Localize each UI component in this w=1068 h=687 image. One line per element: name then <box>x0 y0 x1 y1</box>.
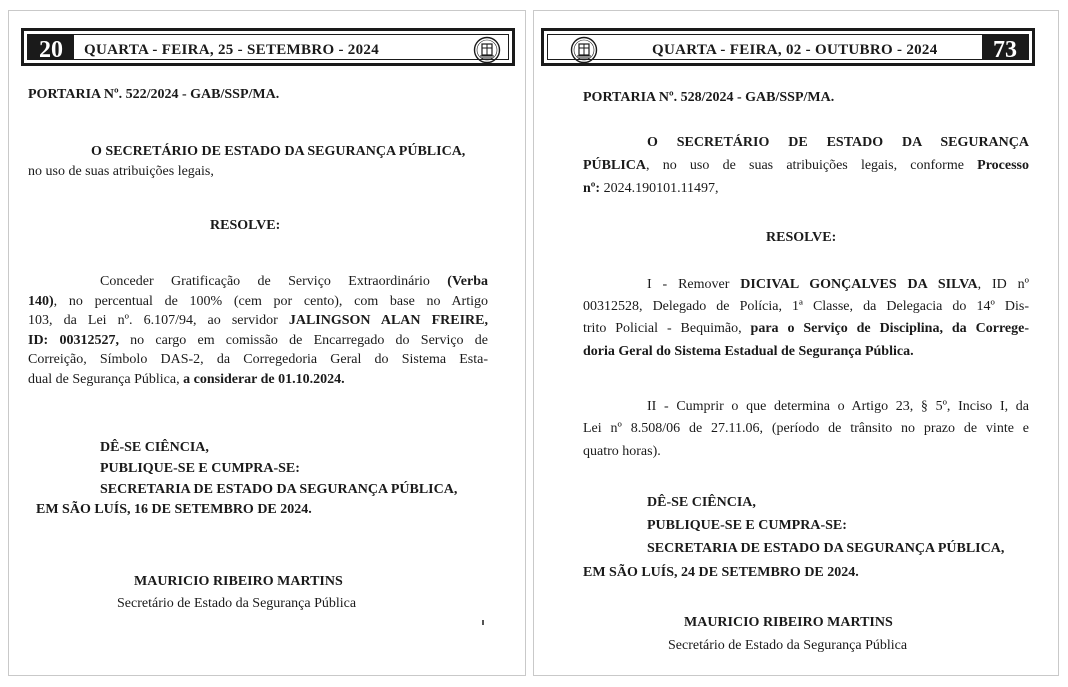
text-line <box>28 331 488 350</box>
bold-run: (Verba <box>447 274 488 289</box>
closing-line: SECRETARIA DE ESTADO DA SEGURANÇA PÚBLICA, <box>647 541 1005 557</box>
text-run: I - Remover <box>647 277 741 292</box>
bold-run: PÚBLICA <box>583 158 647 173</box>
text-line <box>647 275 1029 294</box>
text-run: 2024.190101.11497, <box>600 181 719 196</box>
closing-line: SECRETARIA DE ESTADO DA SEGURANÇA PÚBLICA, <box>100 481 458 497</box>
print-mark <box>482 620 484 625</box>
bold-run: a considerar de 01.10.2024. <box>183 372 345 387</box>
portaria-title: PORTARIA Nº. 528/2024 - GAB/SSP/MA. <box>583 90 835 105</box>
resolve-heading: RESOLVE: <box>210 218 281 233</box>
header-date: QUARTA - FEIRA, 25 - SETEMBRO - 2024 <box>84 42 380 58</box>
coat-of-arms-icon <box>570 36 598 64</box>
text-line <box>583 156 1029 175</box>
text-run: no cargo em comissão de Encarregado do Serviço de <box>118 332 488 348</box>
text-run: Conceder Gratificação de Serviço Extraordinário <box>100 274 448 289</box>
bold-run: doria Geral do Sistema Estadual de Segurança Pública. <box>583 343 914 359</box>
text-line <box>583 179 1029 198</box>
text-line <box>583 319 1029 338</box>
closing-line: PUBLIQUE-SE E CUMPRA-SE: <box>647 518 847 534</box>
bold-run: JALINGSON ALAN FREIRE, <box>288 313 488 329</box>
header-frame <box>27 34 509 63</box>
bold-run: para o Serviço de Disciplina, da Correge- <box>750 321 1029 337</box>
page-header <box>541 28 1035 66</box>
header-date: QUARTA - FEIRA, 02 - OUTUBRO - 2024 <box>652 42 938 58</box>
bold-run: O SECRETÁRIO DE ESTADO DA SEGURANÇA <box>647 135 1029 150</box>
text-run: Lei nº 8.508/06 de 27.11.06, (período de trânsito no prazo de vinte e <box>583 421 1029 437</box>
text-run: 103, da Lei nº. 6.107/94, ao servidor <box>28 313 289 329</box>
bold-run: 140) <box>28 293 54 309</box>
text-run: dual de Segurança Pública, <box>28 372 184 387</box>
text-run: , no uso de suas atribuições legais, conforme <box>646 158 978 173</box>
text-line <box>583 419 1029 438</box>
text-run: II - Cumprir o que determina o Artigo 23, § 5º, Inciso I, da <box>647 399 1029 414</box>
resolve-heading: RESOLVE: <box>766 230 837 245</box>
text-line <box>583 442 1029 461</box>
page-number: 73 <box>982 35 1028 59</box>
newspaper-page-left <box>8 10 526 676</box>
text-run: 00312528, Delegado de Polícia, 1ª Classe, da Delegacia do 14º Dis- <box>583 299 1029 315</box>
signer-role: Secretário de Estado da Segurança Pública <box>668 638 908 653</box>
text-run: trito Policial - Bequimão, <box>583 321 751 337</box>
portaria-title: PORTARIA Nº. 522/2024 - GAB/SSP/MA. <box>28 87 280 102</box>
closing-line: EM SÃO LUÍS, 24 DE SETEMBRO DE 2024. <box>583 564 859 580</box>
usage-text: no uso de suas atribuições legais, <box>28 164 214 179</box>
text-run: quatro horas). <box>583 443 661 459</box>
signer-name: MAURICIO RIBEIRO MARTINS <box>134 574 343 589</box>
text-run: , no percentual de 100% (cem por cento), com base no Artigo <box>53 293 488 309</box>
text-line <box>28 350 488 369</box>
text-line <box>28 311 488 330</box>
text-line <box>583 297 1029 316</box>
bold-run: DICIVAL GONÇALVES DA SILVA <box>740 277 978 292</box>
closing-line: PUBLIQUE-SE E CUMPRA-SE: <box>100 460 300 476</box>
text-line <box>100 272 488 291</box>
newspaper-page-right <box>533 10 1059 676</box>
signer-name: MAURICIO RIBEIRO MARTINS <box>684 615 893 630</box>
bold-run: Processo <box>977 158 1029 173</box>
page-header <box>21 28 515 66</box>
bold-run: nº: <box>583 181 601 196</box>
signer-role: Secretário de Estado da Segurança Pública <box>117 596 357 611</box>
closing-line: EM SÃO LUÍS, 16 DE SETEMBRO DE 2024. <box>36 502 312 518</box>
closing-line: DÊ-SE CIÊNCIA, <box>100 440 209 455</box>
bold-run: ID: 00312527, <box>28 332 119 348</box>
text-line <box>647 397 1029 416</box>
text-line <box>583 342 1029 361</box>
text-line <box>647 133 1029 152</box>
closing-line: DÊ-SE CIÊNCIA, <box>647 495 756 510</box>
page-number: 20 <box>28 35 74 59</box>
header-frame <box>547 34 1029 63</box>
text-line <box>28 370 488 389</box>
coat-of-arms-icon <box>473 36 501 64</box>
text-run: Correição, Símbolo DAS-2, da Corregedoria Geral do Sistema Esta- <box>28 352 488 368</box>
text-run: , ID nº <box>977 277 1029 292</box>
text-line <box>28 292 488 311</box>
secretary-title: O SECRETÁRIO DE ESTADO DA SEGURANÇA PÚBLICA, <box>91 144 466 159</box>
